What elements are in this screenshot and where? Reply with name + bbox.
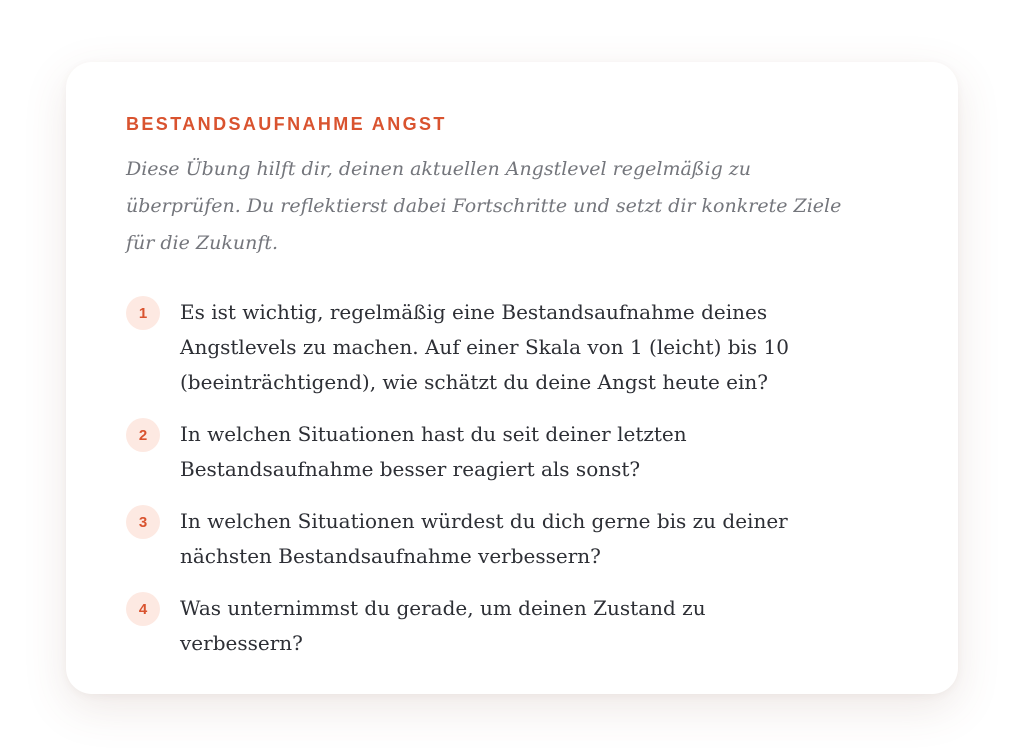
step-number-badge: 3 [126,505,160,539]
step-number-badge: 2 [126,418,160,452]
question-item-3 [126,507,898,574]
exercise-card [66,62,958,694]
question-text: In welchen Situationen würdest du dich gerne bis zu deiner nächsten Bestandsaufnahme verbessern? [180,509,788,568]
question-item-1 [126,298,898,400]
question-text: Es ist wichtig, regelmäßig eine Bestandsaufnahme deines Angstlevels zu machen. Auf einer Skala von 1 (leicht) bis 10 (beeinträchtigend), wie schätzt du deine Angst heute ein? [180,300,790,394]
step-number-badge: 1 [126,296,160,330]
question-text: In welchen Situationen hast du seit deiner letzten Bestandsaufnahme besser reagiert als sonst? [180,422,687,481]
step-number-badge: 4 [126,592,160,626]
card-intro-text: Diese Übung hilft dir, deinen aktuellen Angstlevel regelmäßig zu überprüfen. Du reflektierst dabei Fortschritte und setzt dir konkrete Ziele für die Zukunft. [126,158,842,254]
question-list [126,298,898,661]
card-eyebrow-title: BESTANDSAUFNAHME ANGST [126,114,447,134]
question-text: Was unternimmst du gerade, um deinen Zustand zu verbessern? [180,596,706,655]
question-item-2 [126,420,898,487]
question-item-4 [126,594,898,661]
